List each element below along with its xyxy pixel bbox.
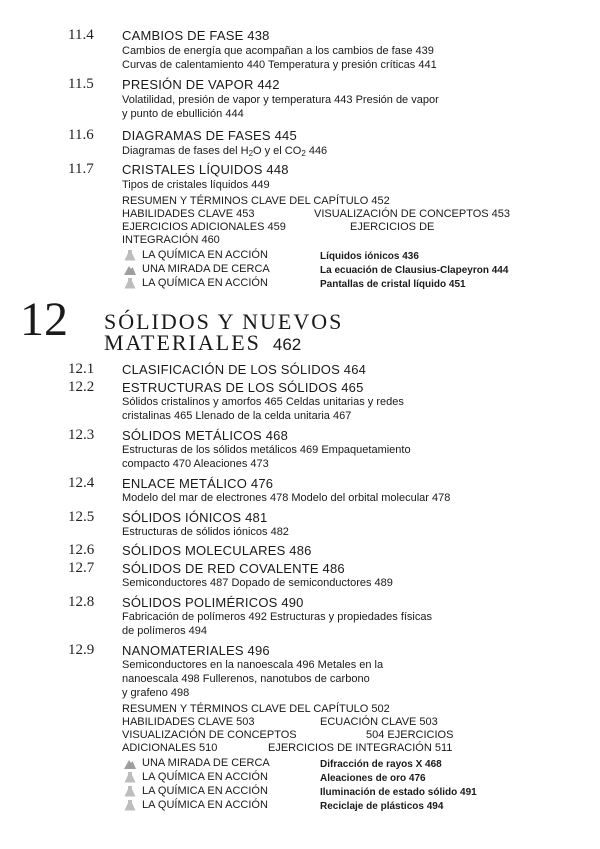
section-subtopics: Curvas de calentamiento 440 Temperatura y presión críticas 441 [122,59,437,71]
mountain-icon [124,264,136,275]
section-subtopics: Diagramas de fases del $H_2O$ y el $CO_2$ 446 [122,145,328,158]
section-title: SÓLIDOS METÁLICOS 468 [122,428,289,443]
section-subtopics: Semiconductores en la nanoescala 496 Metales en la [122,659,384,671]
section-title: NANOMATERIALES 496 [122,643,270,658]
section-title: CLASIFICACIÓN DE LOS SÓLIDOS 464 [122,362,367,377]
section-subtopics: y grafeno 498 [122,687,190,699]
section-subtopics: Semiconductores 487 Dopado de semiconductores 489 [122,577,393,589]
section-number: 11.7 [68,161,94,177]
section-title: ENLACE METÁLICO 476 [122,476,274,491]
section-number: 12.9 [68,642,95,658]
section-number: 12.1 [68,361,95,377]
section-subtopics: nanoescala 498 Fullerenos, nanotubos de carbono [122,673,370,685]
section-number: 12.8 [68,594,95,610]
section-title: SÓLIDOS DE RED COVALENTE 486 [122,561,345,576]
section-number: 11.6 [68,127,94,143]
section-subtopics: Cambios de energía que acompañan a los cambios de fase 439 [122,45,434,57]
flask-icon [124,800,136,811]
section-number: 12.5 [68,509,95,525]
section-number: 12.6 [68,542,95,558]
section-title: CAMBIOS DE FASE 438 [122,28,270,43]
section-subtopics: Modelo del mar de electrones 478 Modelo del orbital molecular 478 [122,492,451,504]
chapter-title: SÓLIDOS Y NUEVOS [104,309,344,334]
section-number: 11.5 [68,76,94,92]
section-title: SÓLIDOS IÓNICOS 481 [122,510,268,525]
section-number: 12.7 [68,560,95,576]
section-subtopics: cristalinas 465 Llenado de la celda unitaria 467 [122,410,352,422]
section-title: CRISTALES LÍQUIDOS 448 [122,162,289,177]
flask-icon [124,786,136,797]
section-subtopics: Volatilidad, presión de vapor y temperatura 443 Presión de vapor [122,94,439,106]
section-title: ESTRUCTURAS DE LOS SÓLIDOS 465 [122,380,364,395]
section-subtopics: Fabricación de polímeros 492 Estructuras y propiedades físicas [122,611,432,623]
flask-icon [124,278,136,289]
section-subtopics: compacto 470 Aleaciones 473 [122,458,269,470]
section-number: 11.4 [68,27,94,43]
section-subtopics: Tipos de cristales líquidos 449 [122,179,270,191]
section-title: PRESIÓN DE VAPOR 442 [122,77,280,92]
section-subtopics: de polímeros 494 [122,625,207,637]
chapter-title-line2: MATERIALES 462 [104,330,302,355]
section-subtopics: y punto de ebullición 444 [122,108,244,120]
section-subtopics: Estructuras de sólidos iónicos 482 [122,526,289,538]
section-number: 12.2 [68,379,95,395]
section-number: 12.3 [68,427,95,443]
section-number: 12.4 [68,475,95,491]
section-title: SÓLIDOS POLIMÉRICOS 490 [122,595,304,610]
section-title: SÓLIDOS MOLECULARES 486 [122,543,312,558]
section-subtopics: Estructuras de los sólidos metálicos 469 Empaquetamiento [122,444,411,456]
flask-icon [124,772,136,783]
chapter-number: 12 [20,293,68,346]
chapter-page: 462 [272,335,302,354]
section-title: DIAGRAMAS DE FASES 445 [122,128,297,143]
flask-icon [124,250,136,261]
mountain-icon [124,758,136,769]
section-subtopics: Sólidos cristalinos y amorfos 465 Celdas unitarias y redes [122,396,404,408]
